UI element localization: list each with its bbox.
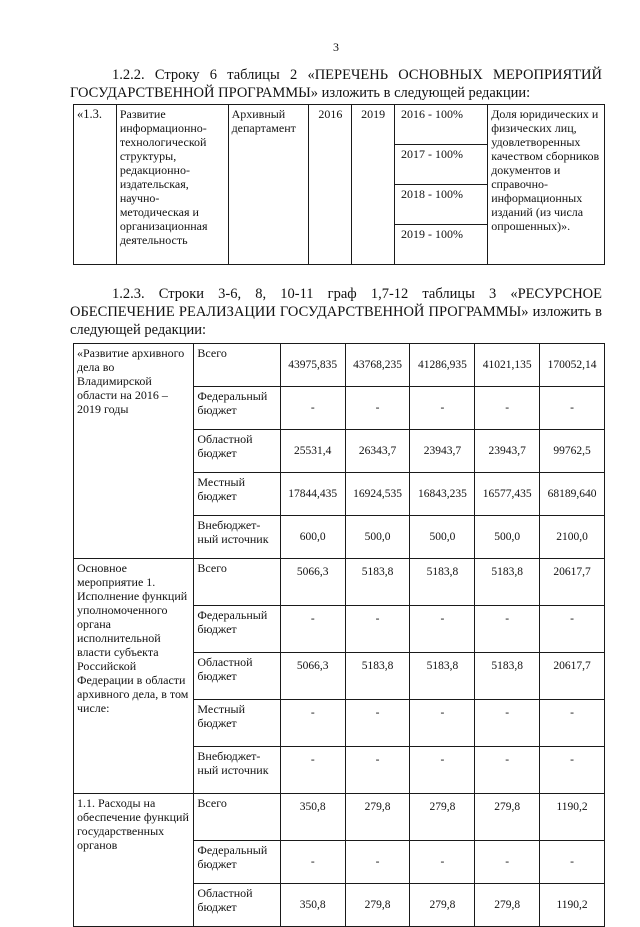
value-cell: 279,8 [410, 884, 475, 927]
value-cell: 1190,2 [540, 884, 605, 927]
value-cell: - [345, 606, 410, 653]
funding-source: Областной бюджет [194, 653, 280, 700]
funding-source: Местный бюджет [194, 700, 280, 747]
funding-source: Федеральный бюджет [194, 606, 280, 653]
activity-name: Развитие информационно-технологической структуры, редакционно-издательская, научно-методическая и организационная деятельность [116, 105, 228, 265]
value-cell: 99762,5 [540, 430, 605, 473]
value-cell: 43975,835 [280, 344, 345, 387]
paragraph-line: 1.2.3. Строки 3-6, 8, 10-11 граф 1,7-12 таблицы 3 «РЕСУРСНОЕ [112, 286, 602, 302]
value-cell: 23943,7 [475, 430, 540, 473]
funding-source: Всего [194, 344, 280, 387]
value-cell: 41286,935 [410, 344, 475, 387]
value-cell: - [410, 841, 475, 884]
value-cell: - [345, 841, 410, 884]
table-row [74, 794, 605, 841]
value-cell: - [280, 606, 345, 653]
target-year-2016: 2016 - 100% [395, 105, 488, 145]
activity-department: Архивный департамент [228, 105, 309, 265]
funding-source: Областной бюджет [194, 430, 280, 473]
funding-source: Федеральный бюджет [194, 841, 280, 884]
value-cell: - [540, 387, 605, 430]
paragraph-1-2-2 [70, 66, 602, 102]
paragraph-line: 1.2.2. Строку 6 таблицы 2 «ПЕРЕЧЕНЬ ОСНОВНЫХ МЕРОПРИЯТИЙ [112, 67, 602, 83]
funding-source: Всего [194, 794, 280, 841]
value-cell: 350,8 [280, 884, 345, 927]
value-cell: - [280, 841, 345, 884]
value-cell: 43768,235 [345, 344, 410, 387]
paragraph-line: ОБЕСПЕЧЕНИЕ РЕАЛИЗАЦИИ ГОСУДАРСТВЕННОЙ ПРОГРАММЫ» [70, 304, 529, 320]
value-cell: - [540, 606, 605, 653]
table-resource-provision [73, 343, 605, 927]
value-cell: - [475, 700, 540, 747]
value-cell: - [475, 747, 540, 794]
funding-source: Внебюджет-ный источник [194, 747, 280, 794]
value-cell: - [410, 387, 475, 430]
value-cell: 23943,7 [410, 430, 475, 473]
value-cell: - [475, 606, 540, 653]
value-cell: 17844,435 [280, 473, 345, 516]
value-cell: 25531,4 [280, 430, 345, 473]
activity-indicator: Доля юридических и физических лиц, удовлетворенных качеством сборников документов и справочно-информационных изданий (из числа опрошенных)». [488, 105, 605, 265]
activity-number: «1.3. [74, 105, 117, 265]
value-cell: - [280, 747, 345, 794]
activity-year-start: 2016 [309, 105, 352, 265]
value-cell: 5183,8 [410, 559, 475, 606]
value-cell: 279,8 [410, 794, 475, 841]
value-cell: - [280, 387, 345, 430]
paragraph-line: ГОСУДАРСТВЕННОЙ ПРОГРАММЫ» изложить в следующей редакции: [70, 85, 531, 101]
value-cell: 5066,3 [280, 653, 345, 700]
value-cell: 68189,640 [540, 473, 605, 516]
value-cell: 350,8 [280, 794, 345, 841]
value-cell: - [540, 700, 605, 747]
table-main-activities [73, 104, 605, 265]
paragraph-line: изложить в следующей редакции: [70, 304, 603, 338]
value-cell: 170052,14 [540, 344, 605, 387]
target-year-2017: 2017 - 100% [395, 145, 488, 185]
value-cell: 16843,235 [410, 473, 475, 516]
value-cell: 500,0 [475, 516, 540, 559]
value-cell: - [280, 700, 345, 747]
value-cell: - [410, 606, 475, 653]
value-cell: 20617,7 [540, 653, 605, 700]
value-cell: 20617,7 [540, 559, 605, 606]
program-name: «Развитие архивного дела во Владимирской области на 2016 – 2019 годы [74, 344, 194, 559]
value-cell: 279,8 [345, 884, 410, 927]
value-cell: 26343,7 [345, 430, 410, 473]
funding-source: Областной бюджет [194, 884, 280, 927]
value-cell: - [410, 747, 475, 794]
value-cell: - [410, 700, 475, 747]
value-cell: 16924,535 [345, 473, 410, 516]
table-row [74, 559, 605, 606]
funding-source: Федеральный бюджет [194, 387, 280, 430]
value-cell: 41021,135 [475, 344, 540, 387]
value-cell: 5066,3 [280, 559, 345, 606]
program-name: Основное мероприятие 1. Исполнение функций уполномоченного органа исполнительной власти субъекта Российской Федерации в области архивного дела, в том числе: [74, 559, 194, 794]
program-name: 1.1. Расходы на обеспечение функций государственных органов [74, 794, 194, 927]
value-cell: 279,8 [475, 794, 540, 841]
paragraph-1-2-3 [70, 285, 602, 339]
funding-source: Всего [194, 559, 280, 606]
page-number: 3 [333, 40, 339, 54]
value-cell: 16577,435 [475, 473, 540, 516]
value-cell: 279,8 [475, 884, 540, 927]
value-cell: - [345, 387, 410, 430]
value-cell: 279,8 [345, 794, 410, 841]
value-cell: - [475, 841, 540, 884]
value-cell: - [540, 747, 605, 794]
value-cell: 5183,8 [410, 653, 475, 700]
value-cell: - [540, 841, 605, 884]
value-cell: 600,0 [280, 516, 345, 559]
value-cell: - [345, 747, 410, 794]
activity-year-end: 2019 [352, 105, 395, 265]
target-year-2018: 2018 - 100% [395, 185, 488, 225]
value-cell: - [475, 387, 540, 430]
value-cell: 5183,8 [475, 559, 540, 606]
value-cell: 1190,2 [540, 794, 605, 841]
value-cell: 5183,8 [475, 653, 540, 700]
funding-source: Внебюджет-ный источник [194, 516, 280, 559]
value-cell: 500,0 [345, 516, 410, 559]
value-cell: 5183,8 [345, 653, 410, 700]
table-row [74, 344, 605, 387]
target-year-2019: 2019 - 100% [395, 225, 488, 265]
value-cell: 2100,0 [540, 516, 605, 559]
funding-source: Местный бюджет [194, 473, 280, 516]
value-cell: 500,0 [410, 516, 475, 559]
value-cell: - [345, 700, 410, 747]
value-cell: 5183,8 [345, 559, 410, 606]
